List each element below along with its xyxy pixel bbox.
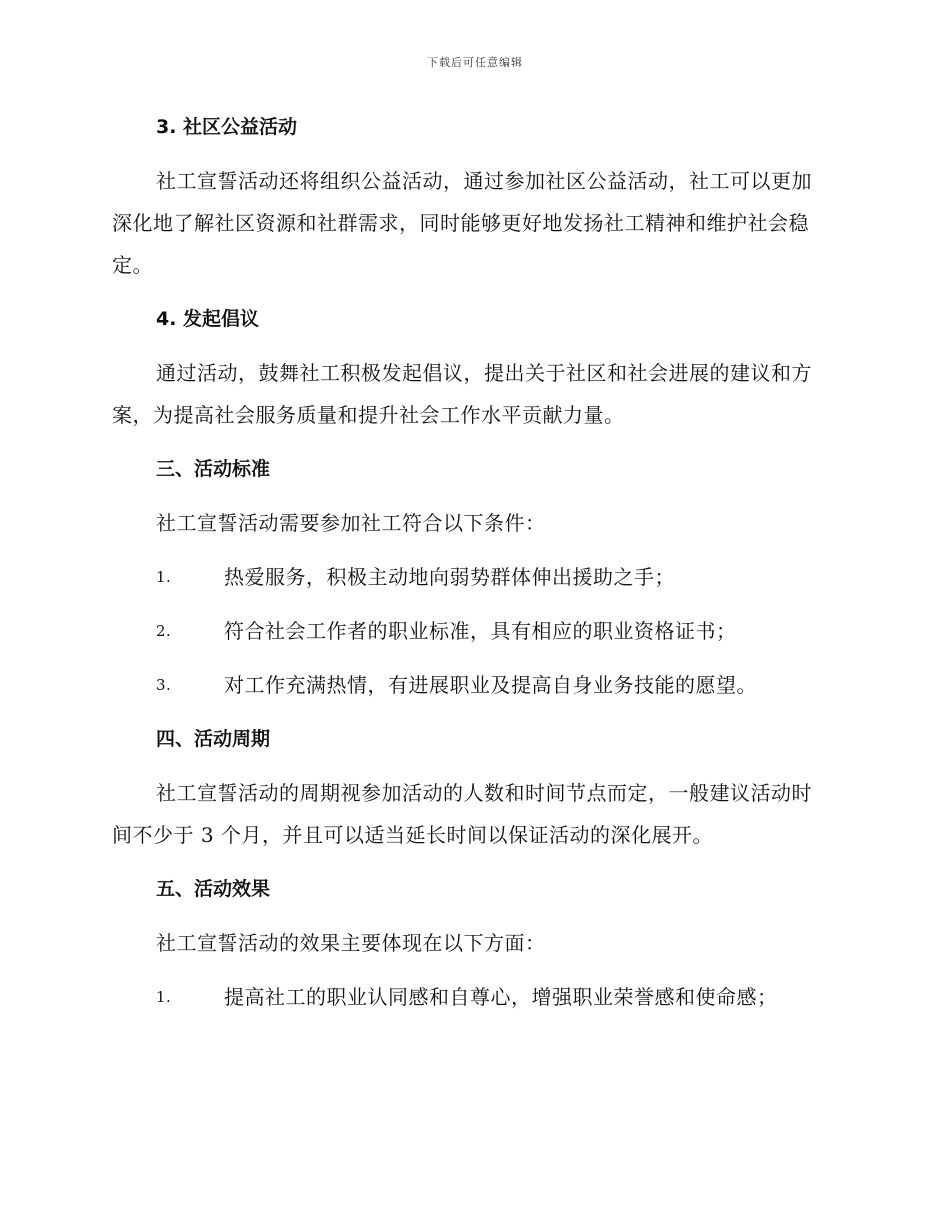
page-header: 下载后可任意编辑 [427,56,523,69]
list-number: 1. [156,568,172,586]
paragraph-activity-effect: 社工宣誓活动的效果主要体现在以下方面： [156,931,546,955]
list-item [112,558,832,596]
section-heading-activity-effect: 五、活动效果 [156,878,271,900]
section-heading-community-service: 3. 社区公益活动 [156,116,298,138]
list-text: 热爱服务，积极主动地向弱势群体伸出援助之手； [224,565,675,589]
list-number: 3. [156,676,172,694]
list-item [112,612,832,650]
section-heading-activity-standards: 三、活动标准 [156,458,271,480]
list-item [112,978,832,1016]
list-item [112,666,832,704]
document-body [112,108,832,1016]
paragraph-initiative: 通过活动，鼓舞社工积极发起倡议，提出关于社区和社会进展的建议和方案，为提高社会服务质量和提升社会工作水平贡献力量。 [112,361,812,427]
list-number: 1. [156,988,172,1006]
list-number: 2. [156,622,172,640]
list-text: 提高社工的职业认同感和自尊心，增强职业荣誉感和使命感； [224,985,778,1009]
list-text: 符合社会工作者的职业标准，具有相应的职业资格证书； [224,619,737,643]
paragraph-community-service: 社工宣誓活动还将组织公益活动，通过参加社区公益活动，社工可以更加深化地了解社区资源和社群需求，同时能够更好地发扬社工精神和维护社会稳定。 [112,169,812,277]
section-heading-activity-period: 四、活动周期 [156,728,271,750]
list-text: 对工作充满热情，有进展职业及提高自身业务技能的愿望。 [224,673,757,697]
paragraph-activity-standards: 社工宣誓活动需要参加社工符合以下条件： [156,511,546,535]
paragraph-activity-period: 社工宣誓活动的周期视参加活动的人数和时间节点而定，一般建议活动时间不少于 3 个月，并且可以适当延长时间以保证活动的深化展开。 [112,781,812,847]
section-heading-initiative: 4. 发起倡议 [156,308,260,330]
